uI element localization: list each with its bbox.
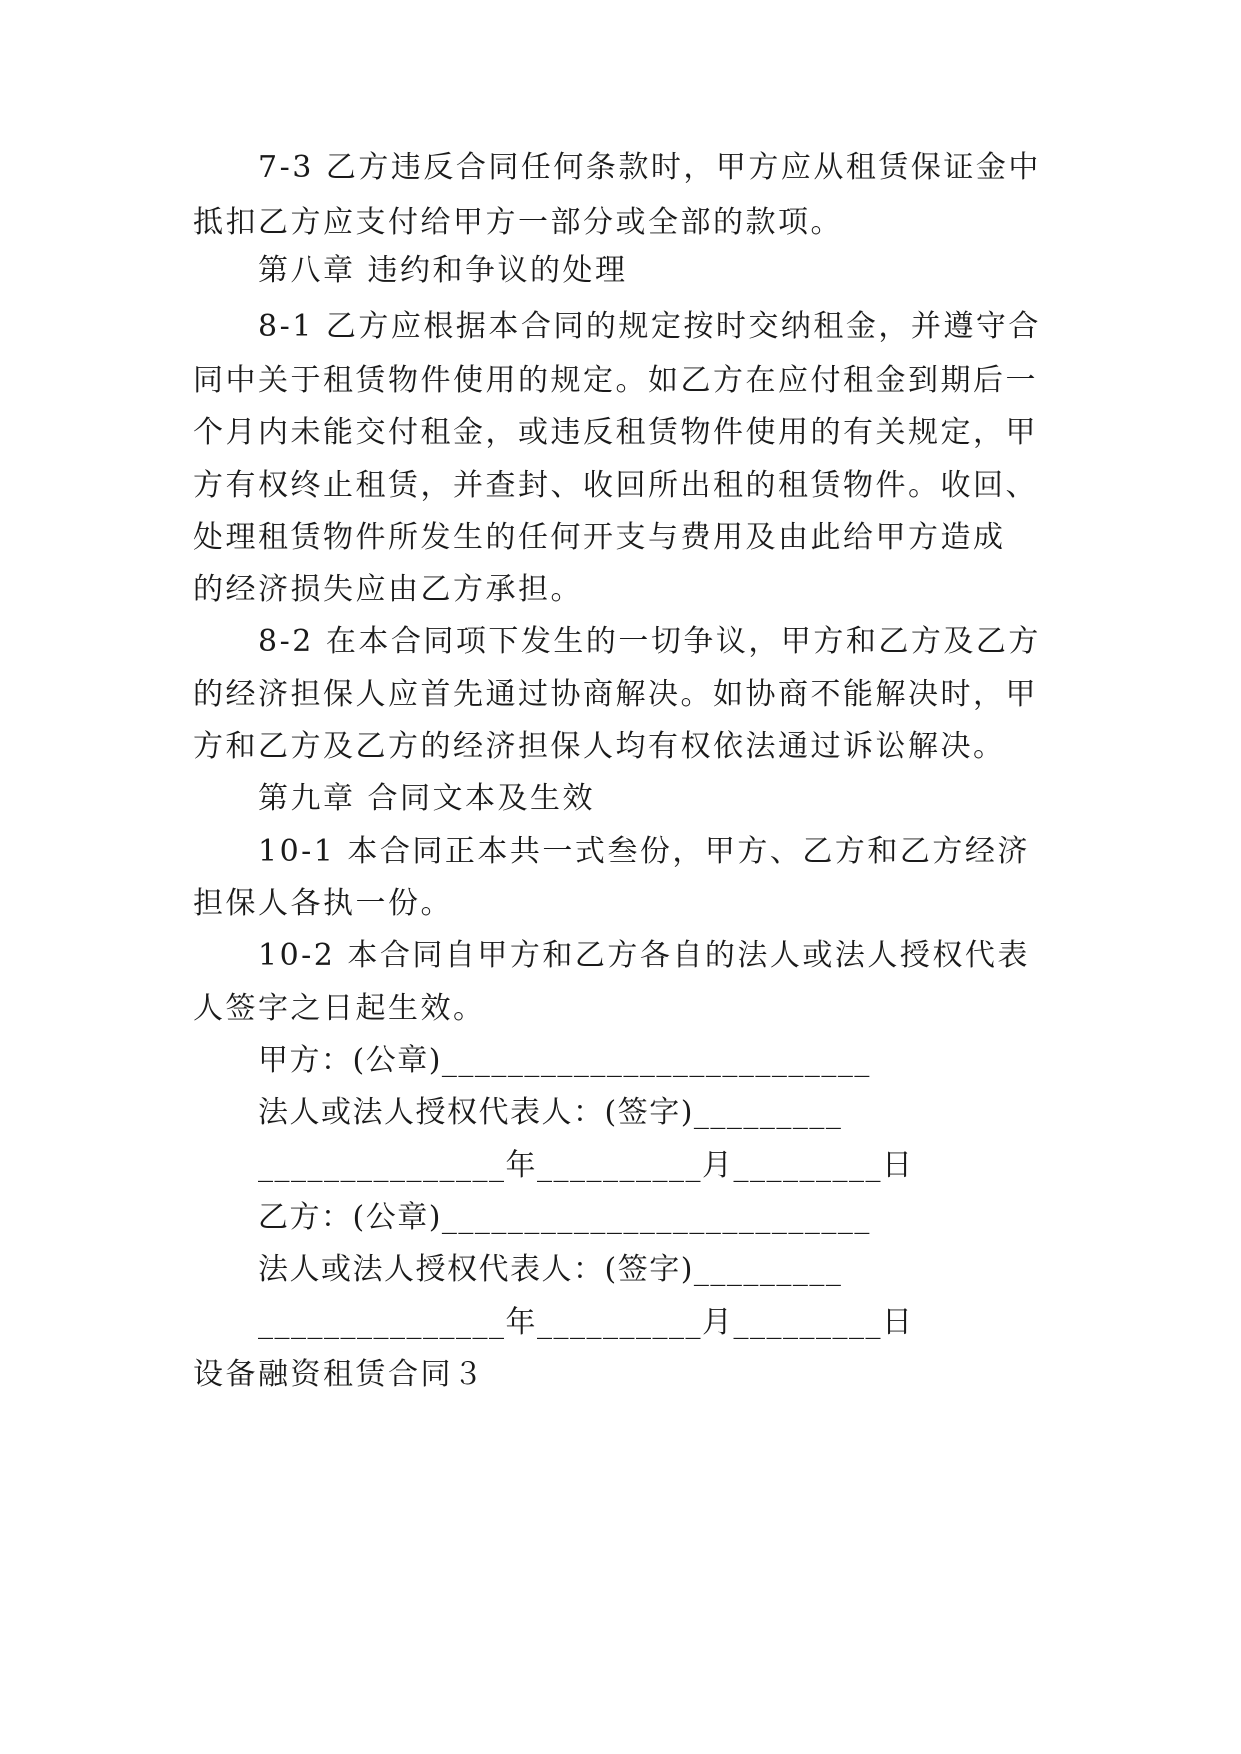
- clause-10-1-line-2: 担保人各执一份。: [193, 886, 453, 921]
- chapter-8-heading: 第八章 违约和争议的处理: [258, 253, 628, 288]
- clause-8-2-line-1: 8-2 在本合同项下发生的一切争议，甲方和乙方及乙方: [258, 624, 1041, 659]
- clause-7-3-line-1: 7-3 乙方违反合同任何条款时，甲方应从租赁保证金中: [258, 150, 1041, 185]
- chapter-9-heading: 第九章 合同文本及生效: [258, 781, 596, 816]
- clause-8-1-line-4: 方有权终止租赁，并查封、收回所出租的租赁物件。收回、: [193, 468, 1038, 503]
- clause-8-1-line-3: 个月内未能交付租金，或违反租赁物件使用的有关规定，甲: [193, 415, 1038, 450]
- clause-8-1-line-2: 同中关于租赁物件使用的规定。如乙方在应付租金到期后一: [193, 363, 1038, 398]
- clause-10-2-line-2: 人签字之日起生效。: [193, 991, 486, 1026]
- clause-10-1-line-1: 10-1 本合同正本共一式叁份，甲方、乙方和乙方经济: [258, 834, 1030, 869]
- clause-8-2-line-2: 的经济担保人应首先通过协商解决。如协商不能解决时，甲: [193, 677, 1038, 712]
- clause-8-1-line-1: 8-1 乙方应根据本合同的规定按时交纳租金，并遵守合: [258, 309, 1041, 344]
- clause-10-2-line-1: 10-2 本合同自甲方和乙方各自的法人或法人授权代表: [258, 938, 1030, 973]
- party-a-seal-line: 甲方：(公章)__________________________: [258, 1043, 871, 1078]
- party-a-signature-line: 法人或法人授权代表人：(签字)_________: [258, 1095, 843, 1130]
- clause-8-1-line-6: 的经济损失应由乙方承担。: [193, 572, 583, 607]
- party-b-signature-line: 法人或法人授权代表人：(签字)_________: [258, 1252, 843, 1287]
- clause-7-3-line-2: 抵扣乙方应支付给甲方一部分或全部的款项。: [193, 205, 843, 240]
- clause-8-2-line-3: 方和乙方及乙方的经济担保人均有权依法通过诉讼解决。: [193, 729, 1006, 764]
- party-b-date-line: _______________年__________月_________日: [258, 1305, 914, 1340]
- party-b-seal-line: 乙方：(公章)__________________________: [258, 1200, 871, 1235]
- next-document-title: 设备融资租赁合同３: [193, 1357, 486, 1392]
- party-a-date-line: _______________年__________月_________日: [258, 1148, 914, 1183]
- clause-8-1-line-5: 处理租赁物件所发生的任何开支与费用及由此给甲方造成: [193, 520, 1006, 555]
